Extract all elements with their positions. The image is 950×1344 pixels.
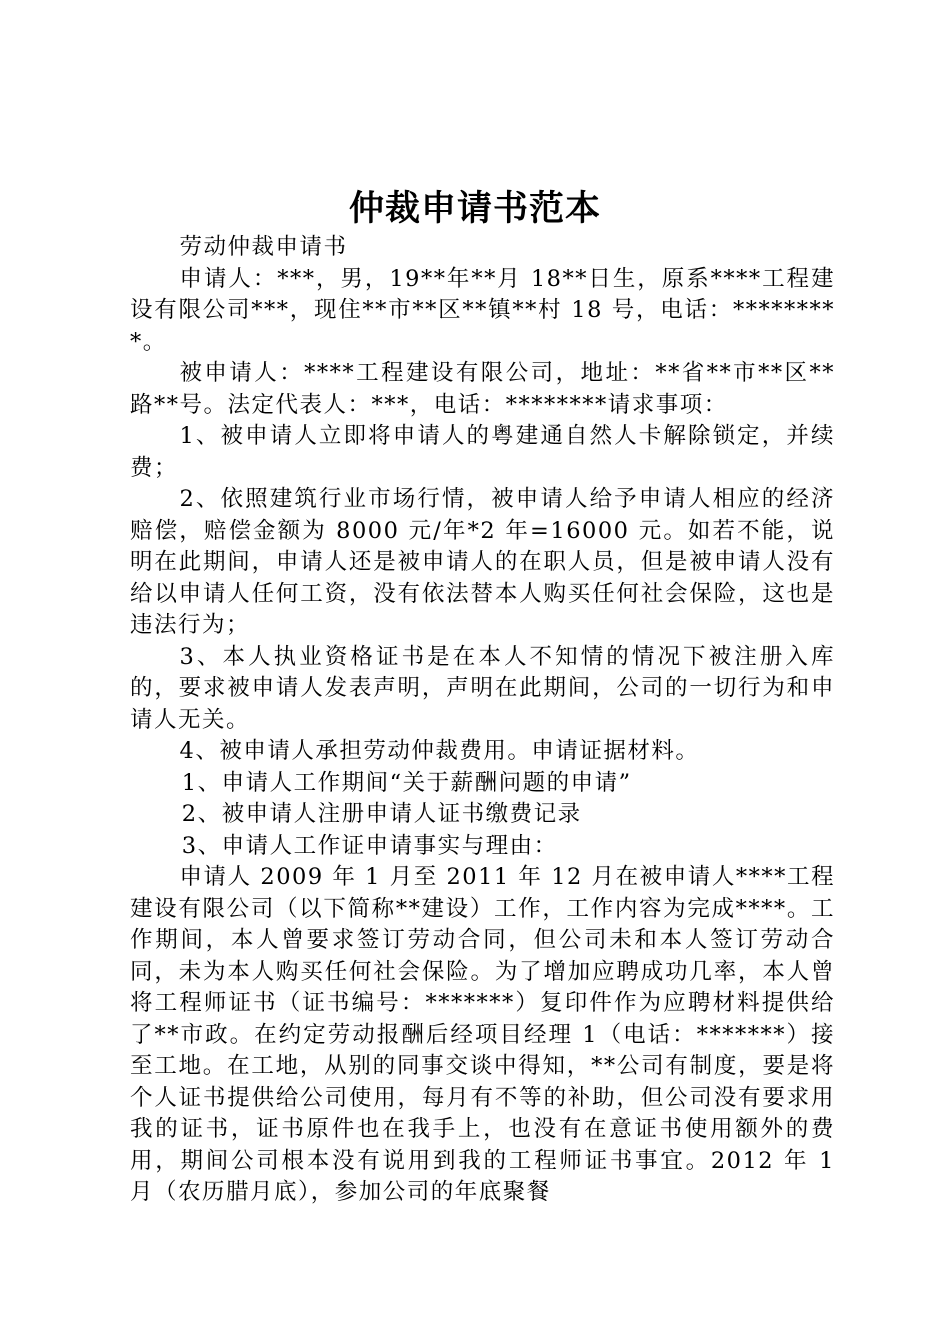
paragraph-evidence-1: 1、申请人工作期间“关于薪酬问题的申请” [181, 769, 632, 796]
paragraph-applicant: 申请人：***，男，19**年**月 18**日生，原系****工程建设有限公司***，现住**市**区**镇**村 18 号，电话：*********。 [130, 265, 835, 355]
document-title: 仲裁申请书范本 [348, 189, 601, 229]
document-body [130, 232, 835, 1209]
paragraph-claim-3: 3、本人执业资格证书是在本人不知情的情况下被注册入库的，要求被申请人发表声明，声明在此期间，公司的一切行为和申请人无关。 [130, 643, 835, 733]
paragraph-evidence-3: 3、申请人工作证申请事实与理由： [181, 832, 558, 859]
paragraph-evidence-2: 2、被申请人注册申请人证书缴费记录 [181, 801, 582, 827]
paragraph-claim-2: 2、依照建筑行业市场行情，被申请人给予申请人相应的经济赔偿，赔偿金额为 8000 元/年*2 年=16000 元。如若不能，说明在此期间，申请人还是被申请人的在职人员，但是被申请人没有给以申请人任何工资，没有依法替本人购买任何社会保险，这也是违法行为； [130, 486, 835, 638]
paragraph-claim-4: 4、被申请人承担劳动仲裁费用。申请证据材料。 [179, 738, 700, 764]
paragraph-facts: 申请人 2009 年 1 月至 2011 年 12 月在被申请人****工程建设有限公司（以下简称**建设）工作，工作内容为完成****。工作期间，本人曾要求签订劳动合同，但公司未和本人签订劳动合同，未为本人购买任何社会保险。为了增加应聘成功几率，本人曾将工程师证书（证书编号：*******）复印件作为应聘材料提供给了**市政。在约定劳动报酬后经项目经理 1（电话：*******）接至工地。在工地，从别的同事交谈中得知，**公司有制度，要是将个人证书提供给公司使用，每月有不等的补助，但公司没有要求用我的证书，证书原件也在我手上，也没有在意证书使用额外的费用，期间公司根本没有说用到我的工程师证书事宜。2012 年 1 月（农历腊月底），参加公司的年底聚餐 [130, 864, 835, 1205]
paragraph-respondent: 被申请人：****工程建设有限公司，地址：**省**市**区**路**号。法定代表人：***，电话：********请求事项： [130, 360, 835, 418]
paragraph-doc-heading: 劳动仲裁申请书 [179, 234, 348, 260]
paragraph-claim-1: 1、被申请人立即将申请人的粤建通自然人卡解除锁定，并续费； [130, 423, 835, 481]
